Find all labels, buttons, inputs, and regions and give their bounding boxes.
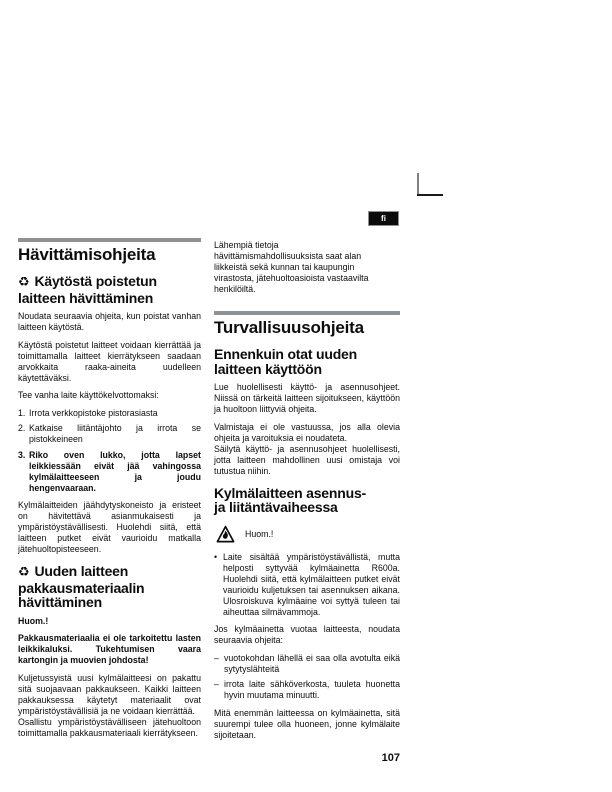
heading-disposal-packaging	[18, 564, 201, 610]
bullet-marker: •	[214, 551, 218, 562]
section-rule	[18, 238, 201, 242]
list-item	[18, 408, 201, 419]
paragraph: Noudata seuraavia ohjeita, kun poistat vanhan laitteen käytöstä.	[18, 311, 201, 332]
intro-paragraph: Lähempiä tietoja hävittämismahdollisuuksista saat alan liikkeistä sekä kunnan tai kaupungin virastosta, jätehuoltoasioista vastaavilta henkilöiltä.	[214, 240, 369, 294]
dash-text: vuotokohdan lähellä ei saa olla avotulta eikä sytytyslähteitä	[224, 652, 400, 674]
note-text: Pakkausmateriaalia ei ole tarkoitettu lasten leikkikaluksi. Tukehtumisen vaara kartongin ja muovien johdosta!	[18, 633, 201, 665]
step-number: 2.	[18, 423, 26, 433]
page-title-disposal: Hävittämisohjeita	[18, 245, 156, 264]
right-column	[214, 238, 400, 747]
warning-label: Huom.!	[245, 528, 274, 539]
paragraph: Jos kylmäainetta vuotaa laitteesta, noudata seuraavia ohjeita:	[214, 624, 400, 645]
heading-disposal-old-appliance	[18, 274, 201, 305]
recycle-icon: ♻	[18, 275, 30, 290]
list-item	[18, 450, 201, 494]
list-item	[214, 653, 400, 675]
note-label: Huom.!	[18, 615, 49, 626]
leak-instructions-list	[214, 653, 400, 702]
heading-before-use: Ennenkuin otat uuden laitteen käyttöön	[214, 346, 357, 377]
list-item	[214, 552, 400, 618]
safety-bullet-list	[214, 552, 400, 618]
recycle-icon: ♻	[18, 565, 30, 580]
step-text: Irrota verkkopistoke pistorasiasta	[29, 407, 158, 418]
step-text: Katkaise liitäntäjohto ja irrota se pistokkeineen	[29, 423, 201, 444]
dash-marker: –	[214, 679, 219, 689]
step-number: 3.	[18, 449, 26, 460]
page-number: 107	[381, 752, 400, 764]
paragraph: Lue huolellisesti käyttö- ja asennusohjeet. Niissä on tärkeitä laitteen sijoitukseen, käyttöön ja huoltoon liittyviä ohjeita.	[214, 382, 400, 414]
paragraph: Valmistaja ei ole vastuussa, jos alla olevia ohjeita ja varoituksia ei noudateta. Säilytä käyttö- ja asennusohjeet huolellisesti, jotta laitteen mahdollinen uusi omistaja voi tutustua niihin.	[214, 421, 400, 476]
heading-text: Käytöstä poistetun laitteen hävittäminen	[18, 273, 157, 306]
paragraph: Kuljetussyistä uusi kylmälaitteesi on pakattu sitä suojaavaan pakkaukseen. Kaikki laitteen pakkauksessa käytetyt materiaalit ovat ympäristöystävällisiä ja ne voidaan kierrättää. Osallistu ympäristöystävälliseen jätehuoltoon toimittamalla pakkausmateriaali kierrätykseen.	[18, 672, 201, 738]
flammable-warning-icon	[216, 525, 235, 543]
disposal-steps-list	[18, 408, 201, 494]
language-tab: fi	[368, 211, 399, 226]
section-rule	[214, 311, 400, 315]
bullet-text: Laite sisältää ympäristöystävällistä, mutta helposti syttyvää kylmäainetta R600a. Huolehdi siitä, että kylmälaitteen putket eivät vaurioidu kuljetuksen tai asennuksen aikana. Ulosroiskuva kylmäaine voi syttyä tuleen tai aiheuttaa silmävammoja.	[223, 551, 400, 617]
heading-text: Uuden laitteen pakkausmateriaalin hävittäminen	[18, 563, 145, 610]
step-number: 1.	[18, 407, 26, 418]
crop-mark-horizontal	[417, 194, 443, 196]
paragraph: Kylmälaitteiden jäähdytyskoneisto ja eristeet on hävitettävä asianmukaisesti ja ympäristöystävällisesti. Huolehdi siitä, että laitteen putket eivät vaurioidu matkalla jätehuoltopisteeseen.	[18, 500, 201, 554]
paragraph: Mitä enemmän laitteessa on kylmäainetta, sitä suurempi tulee olla huoneen, jonne kylmälaite sijoitetaan.	[214, 707, 400, 740]
list-item	[18, 423, 201, 445]
crop-mark-vertical	[417, 173, 419, 196]
warning-row	[216, 525, 400, 543]
step-text: Riko oven lukko, jotta lapset leikkiessään eivät jää vahingossa kylmälaitteeseen ja joudu hengenvaaraan.	[29, 449, 201, 493]
dash-marker: –	[214, 652, 219, 663]
page-title-safety: Turvallisuusohjeita	[214, 318, 364, 337]
list-item	[214, 679, 400, 701]
left-column	[18, 238, 201, 745]
paragraph: Tee vanha laite käyttökelvottomaksi:	[18, 390, 159, 400]
heading-installation: Kylmälaitteen asennus- ja liitäntävaiheessa	[214, 484, 366, 515]
paragraph: Käytöstä poistetut laitteet voidaan kierrättää ja toimittamalla laitteet kierrätykseen saadaan arvokkaita raaka-aineita uudelleen käytettäväksi.	[18, 339, 201, 383]
dash-text: irrota laite sähköverkosta, tuuleta huonetta hyvin muutama minuutti.	[224, 679, 400, 700]
